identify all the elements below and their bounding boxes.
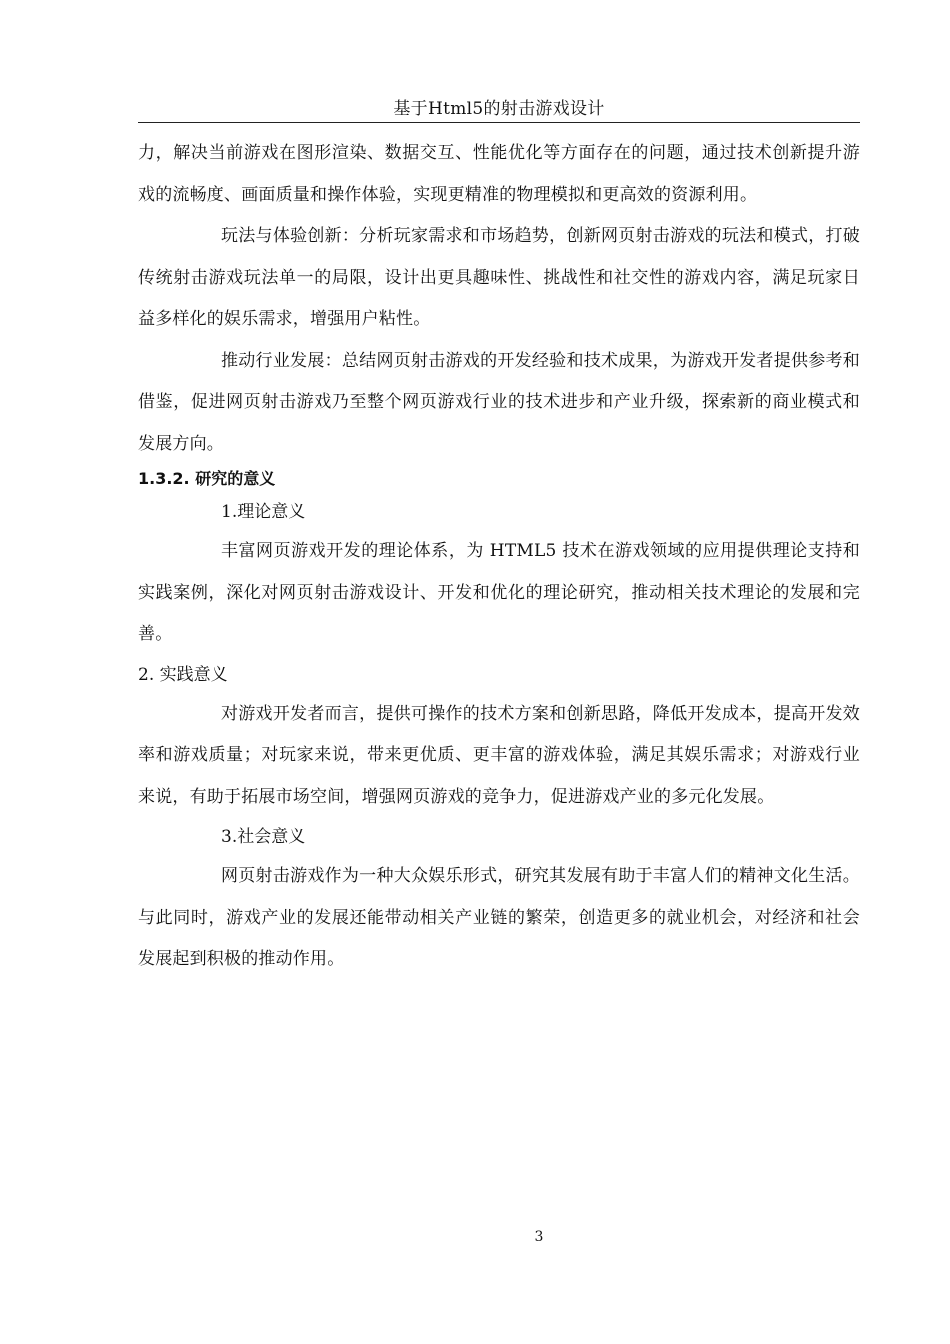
paragraph-society: 网页射击游戏作为一种大众娱乐形式，研究其发展有助于丰富人们的精神文化生活。与此同时，游戏产业的发展还能带动相关产业链的繁荣，创造更多的就业机会，对经济和社会发展起到积极的推动作用。 [138, 866, 860, 969]
paragraph-industry-development: 推动行业发展：总结网页射击游戏的开发经验和技术成果，为游戏开发者提供参考和借鉴，促进网页射击游戏乃至整个网页游戏行业的技术进步和产业升级，探索新的商业模式和发展方向。 [138, 350, 860, 454]
section-heading: 1.3.2. 研究的意义 [138, 469, 276, 488]
paragraph-continued: 力，解决当前游戏在图形渲染、数据交互、性能优化等方面存在的问题，通过技术创新提升游戏的流畅度、画面质量和操作体验，实现更精准的物理模拟和更高效的资源利用。 [138, 143, 860, 205]
header-divider [138, 122, 860, 123]
paragraph-practice: 对游戏开发者而言，提供可操作的技术方案和创新思路，降低开发成本，提高开发效率和游戏质量；对玩家来说，带来更优质、更丰富的游戏体验，满足其娱乐需求；对游戏行业来说，有助于拓展市场空间，增强网页游戏的竞争力，促进游戏产业的多元化发展。 [138, 703, 860, 807]
page-header-title: 基于Html5的射击游戏设计 [393, 99, 605, 119]
subheading-society: 3.社会意义 [221, 827, 306, 847]
paragraph-gameplay-innovation: 玩法与体验创新：分析玩家需求和市场趋势，创新网页射击游戏的玩法和模式，打破传统射击游戏玩法单一的局限，设计出更具趣味性、挑战性和社交性的游戏内容，满足玩家日益多样化的娱乐需求，增强用户粘性。 [138, 226, 860, 329]
subheading-practice: 2. 实践意义 [138, 664, 228, 685]
document-body [138, 133, 860, 981]
page-number: 3 [534, 1229, 544, 1245]
paragraph-theory: 丰富网页游戏开发的理论体系，为 HTML5 技术在游戏领域的应用提供理论支持和实践案例，深化对网页射击游戏设计、开发和优化的理论研究，推动相关技术理论的发展和完善。 [138, 541, 860, 644]
subheading-theory: 1.理论意义 [221, 502, 306, 522]
